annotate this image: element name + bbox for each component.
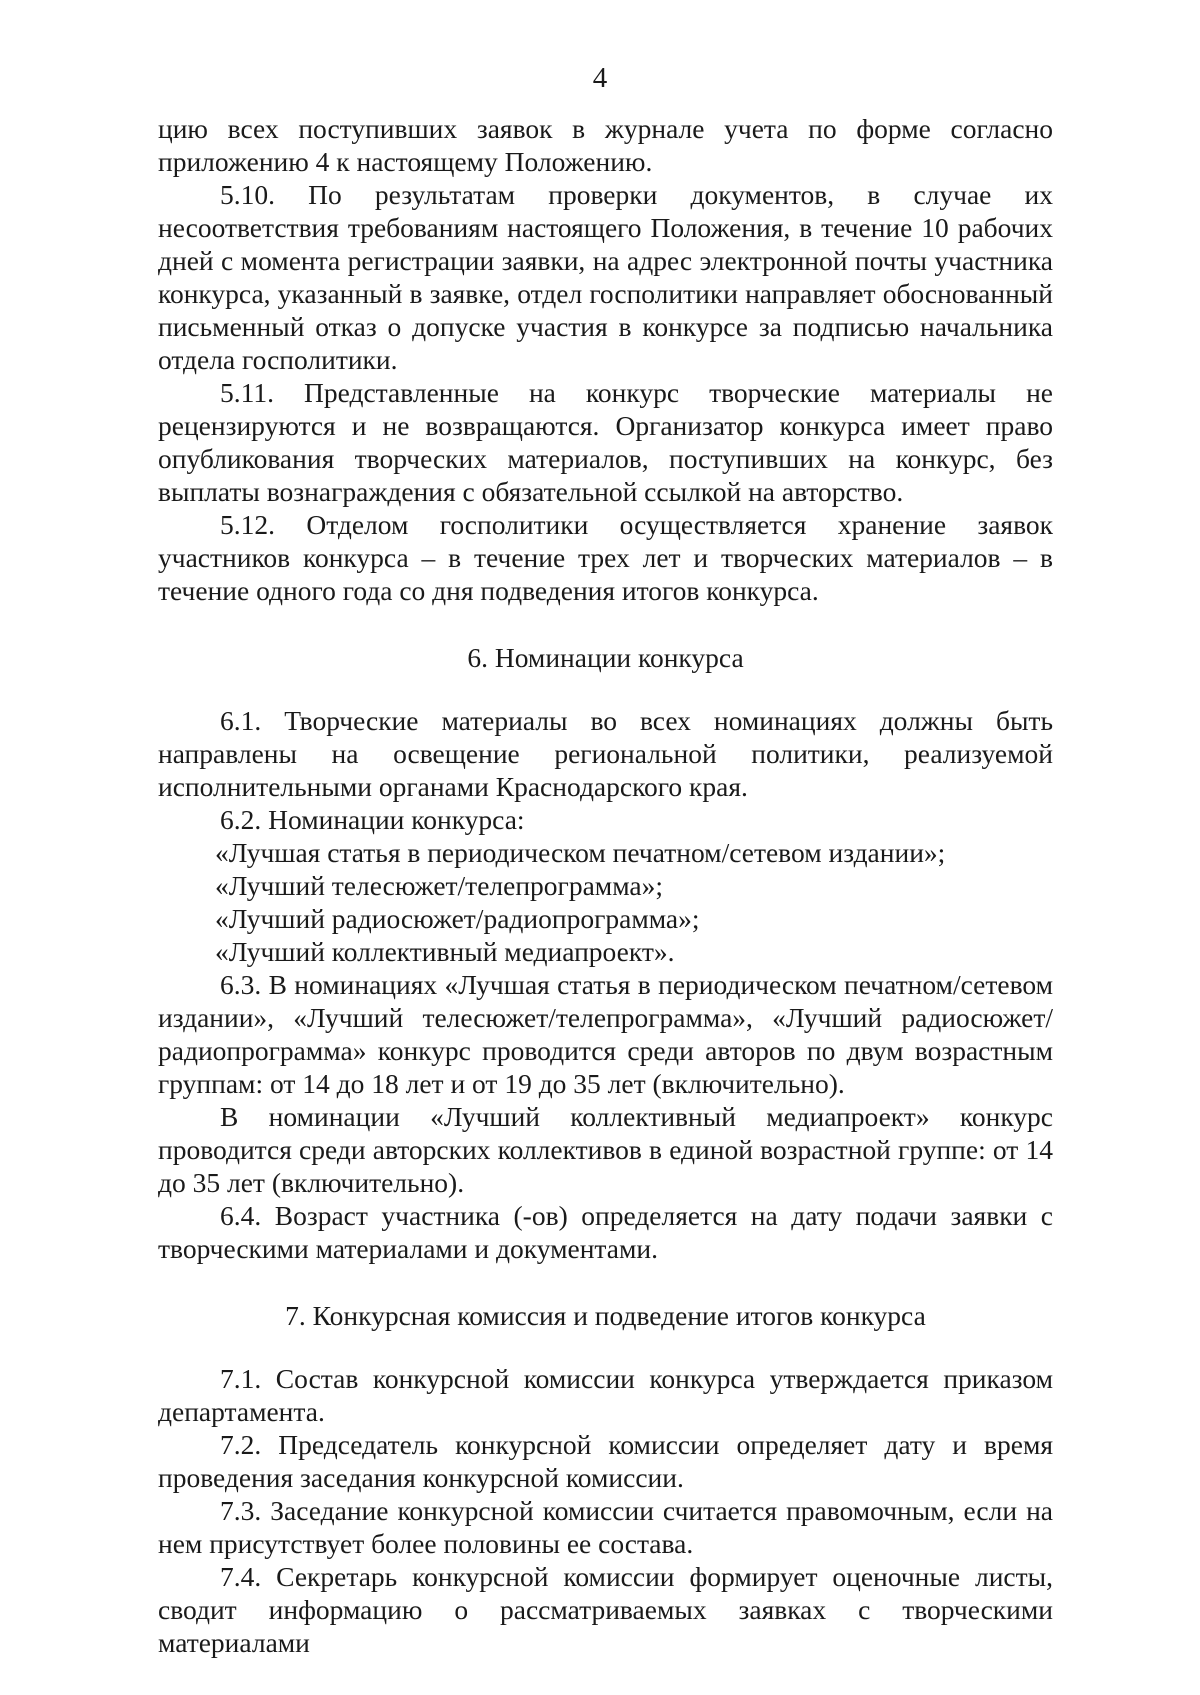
- page-number: 4: [592, 62, 608, 94]
- paragraph-7-4: 7.4. Секретарь конкурсной комиссии формирует оценочные листы, сводит информацию о рассматриваемых заявках с творческими материалами: [158, 1561, 1053, 1658]
- nomination-item: «Лучший радиосюжет/радиопрограмма»;: [215, 903, 700, 934]
- paragraph-6-3-collective: В номинации «Лучший коллективный медиапроект» конкурс проводится среди авторских коллективов в единой возрастной группе: от 14 до 35 лет (включительно).: [158, 1101, 1053, 1198]
- paragraph-7-3: 7.3. Заседание конкурсной комиссии считается правомочным, если на нем присутствует более половины ее состава.: [158, 1495, 1053, 1559]
- paragraph-6-3: 6.3. В номинациях «Лучшая статья в периодическом печатном/сетевом издании», «Лучший телесюжет/телепрограмма», «Лучший радиосюжет/радиопрограмма» конкурс проводится среди авторов по двум возрастным группам: от 14 до 18 лет и от 19 до 35 лет (включительно).: [158, 969, 1053, 1099]
- section-7-heading: 7. Конкурсная комиссия и подведение итогов конкурса: [285, 1300, 926, 1331]
- document-body: [158, 112, 1053, 1659]
- nomination-item: «Лучший коллективный медиапроект».: [215, 936, 675, 967]
- section-6-heading: 6. Номинации конкурса: [467, 642, 744, 673]
- paragraph-6-4: 6.4. Возраст участника (-ов) определяется на дату подачи заявки с творческими материалами и документами.: [158, 1200, 1053, 1264]
- paragraph-5-11: 5.11. Представленные на конкурс творческие материалы не рецензируются и не возвращаются. Организатор конкурса имеет право опубликования творческих материалов, поступивших на конкурс, без выплаты вознаграждения с обязательной ссылкой на авторство.: [158, 377, 1053, 507]
- paragraph-6-1: 6.1. Творческие материалы во всех номинациях должны быть направлены на освещение региональной политики, реализуемой исполнительными органами Краснодарского края.: [158, 705, 1053, 802]
- paragraph-5-10: 5.10. По результатам проверки документов, в случае их несоответствия требованиям настоящего Положения, в течение 10 рабочих дней с момента регистрации заявки, на адрес электронной почты участника конкурса, указанный в заявке, отдел госполитики направляет обоснованный письменный отказ о допуске участия в конкурсе за подписью начальника отдела госполитики.: [158, 179, 1053, 375]
- paragraph-7-2: 7.2. Председатель конкурсной комиссии определяет дату и время проведения заседания конкурсной комиссии.: [158, 1429, 1053, 1493]
- paragraph-6-2: 6.2. Номинации конкурса:: [220, 804, 525, 835]
- paragraph-7-1: 7.1. Состав конкурсной комиссии конкурса утверждается приказом департамента.: [158, 1363, 1053, 1427]
- paragraph-continuation: цию всех поступивших заявок в журнале учета по форме согласно приложению 4 к настоящему Положению.: [158, 113, 1053, 177]
- nomination-item: «Лучшая статья в периодическом печатном/сетевом издании»;: [215, 837, 946, 868]
- paragraph-5-12: 5.12. Отделом госполитики осуществляется хранение заявок участников конкурса – в течение трех лет и творческих материалов – в течение одного года со дня подведения итогов конкурса.: [158, 509, 1053, 606]
- nomination-item: «Лучший телесюжет/телепрограмма»;: [215, 870, 664, 901]
